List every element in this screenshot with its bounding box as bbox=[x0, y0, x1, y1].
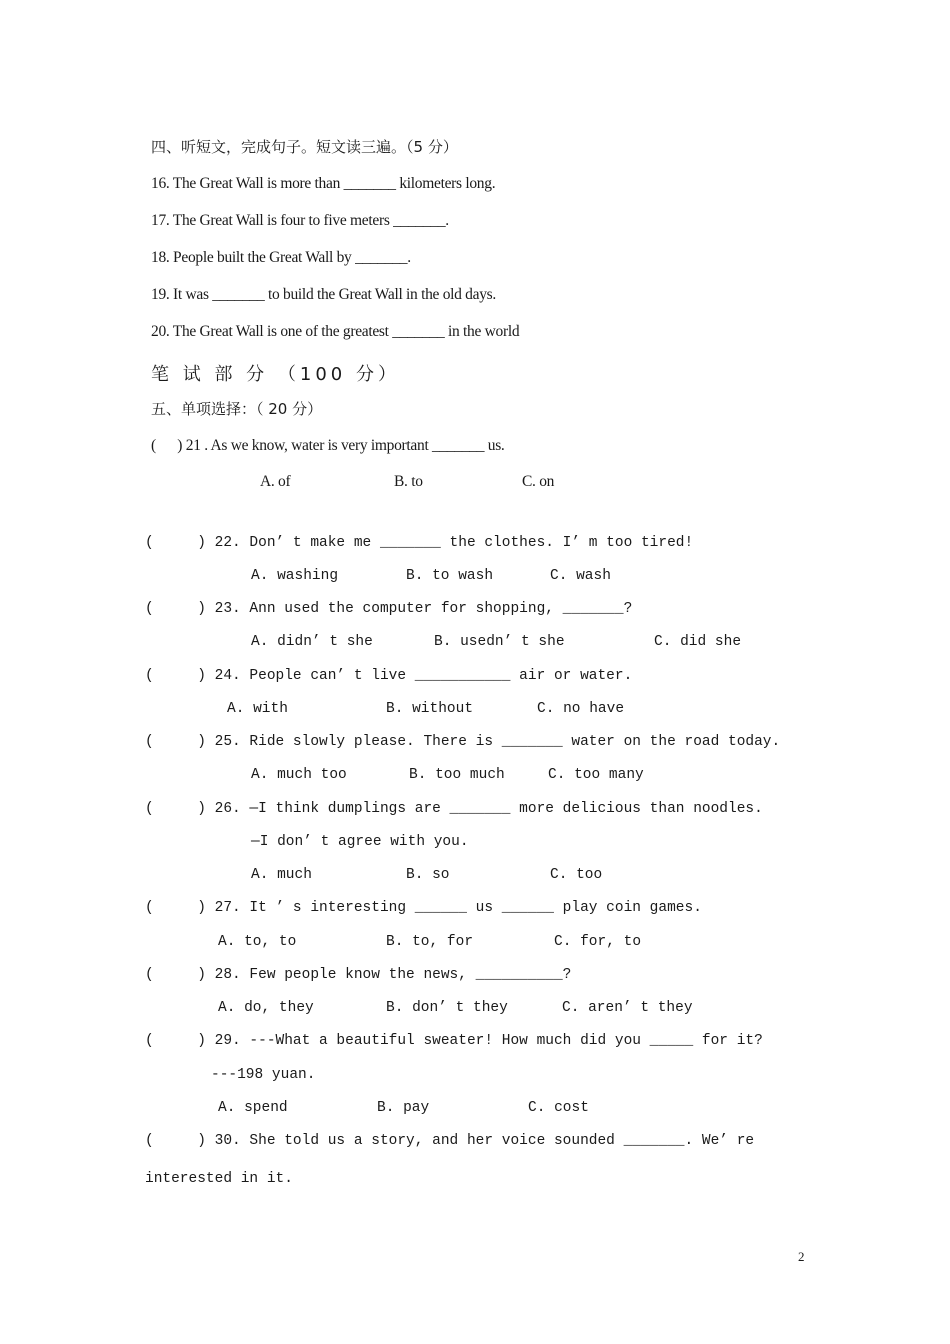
q24-option-b: B. without bbox=[386, 701, 474, 717]
q28-option-b: B. don’ t they bbox=[386, 1000, 508, 1016]
question-22: ( ) 22. Don’ t make me _______ the clothes. I’ m too tired! bbox=[145, 535, 694, 551]
listening-item-17: 17. The Great Wall is four to five meters _______. bbox=[151, 212, 449, 229]
q21-option-a: A. of bbox=[260, 473, 291, 490]
q27-option-c: C. for, to bbox=[554, 934, 642, 950]
q24-option-a: A. with bbox=[227, 701, 288, 717]
section-4-heading: 四、听短文，完成句子。短文读三遍。（5 分） bbox=[151, 138, 458, 156]
q21-option-c: C. on bbox=[522, 473, 555, 490]
q26-option-b: B. so bbox=[406, 867, 450, 883]
q22-option-a: A. washing bbox=[251, 568, 339, 584]
page-number: 2 bbox=[798, 1249, 805, 1264]
question-29: ( ) 29. ---What a beautiful sweater! How much did you _____ for it? bbox=[145, 1033, 763, 1049]
q26-reply: —I don’ t agree with you. bbox=[251, 834, 469, 850]
question-30: ( ) 30. She told us a story, and her voice sounded _______. We’ re bbox=[145, 1133, 755, 1149]
listening-item-19: 19. It was _______ to build the Great Wall in the old days. bbox=[151, 286, 496, 303]
listening-item-16: 16. The Great Wall is more than _______ kilometers long. bbox=[151, 175, 496, 192]
q23-option-c: C. did she bbox=[654, 634, 742, 650]
q25-option-b: B. too much bbox=[409, 767, 505, 783]
section-5-heading: 五、单项选择：（ 20 分） bbox=[151, 400, 323, 418]
q26-option-c: C. too bbox=[550, 867, 603, 883]
q27-option-a: A. to, to bbox=[218, 934, 297, 950]
q27-option-b: B. to, for bbox=[386, 934, 474, 950]
q23-option-b: B. usedn’ t she bbox=[434, 634, 565, 650]
q29-option-a: A. spend bbox=[218, 1100, 288, 1116]
q29-option-c: C. cost bbox=[528, 1100, 589, 1116]
question-26: ( ) 26. —I think dumplings are _______ more delicious than noodles. bbox=[145, 801, 763, 817]
q24-option-c: C. no have bbox=[537, 701, 625, 717]
question-27: ( ) 27. It ’ s interesting ______ us ______ play coin games. bbox=[145, 900, 702, 916]
question-25: ( ) 25. Ride slowly please. There is _______ water on the road today. bbox=[145, 734, 781, 750]
q28-option-a: A. do, they bbox=[218, 1000, 314, 1016]
question-24: ( ) 24. People can’ t live ___________ air or water. bbox=[145, 668, 633, 684]
question-21: ( ) 21 . As we know, water is very important _______ us. bbox=[151, 437, 505, 454]
q22-option-b: B. to wash bbox=[406, 568, 494, 584]
q29-option-b: B. pay bbox=[377, 1100, 430, 1116]
q25-option-a: A. much too bbox=[251, 767, 347, 783]
q28-option-c: C. aren’ t they bbox=[562, 1000, 693, 1016]
written-part-heading: 笔 试 部 分 （100 分） bbox=[151, 364, 400, 385]
q26-option-a: A. much bbox=[251, 867, 312, 883]
listening-item-20: 20. The Great Wall is one of the greatest _______ in the world bbox=[151, 323, 520, 340]
q30-continuation: interested in it. bbox=[145, 1171, 293, 1187]
listening-item-18: 18. People built the Great Wall by _______. bbox=[151, 249, 411, 266]
q21-option-b: B. to bbox=[394, 473, 423, 490]
q23-option-a: A. didn’ t she bbox=[251, 634, 373, 650]
q29-reply: ---198 yuan. bbox=[211, 1067, 316, 1083]
q25-option-c: C. too many bbox=[548, 767, 644, 783]
question-28: ( ) 28. Few people know the news, __________? bbox=[145, 967, 572, 983]
question-23: ( ) 23. Ann used the computer for shopping, _______? bbox=[145, 601, 633, 617]
q22-option-c: C. wash bbox=[550, 568, 611, 584]
